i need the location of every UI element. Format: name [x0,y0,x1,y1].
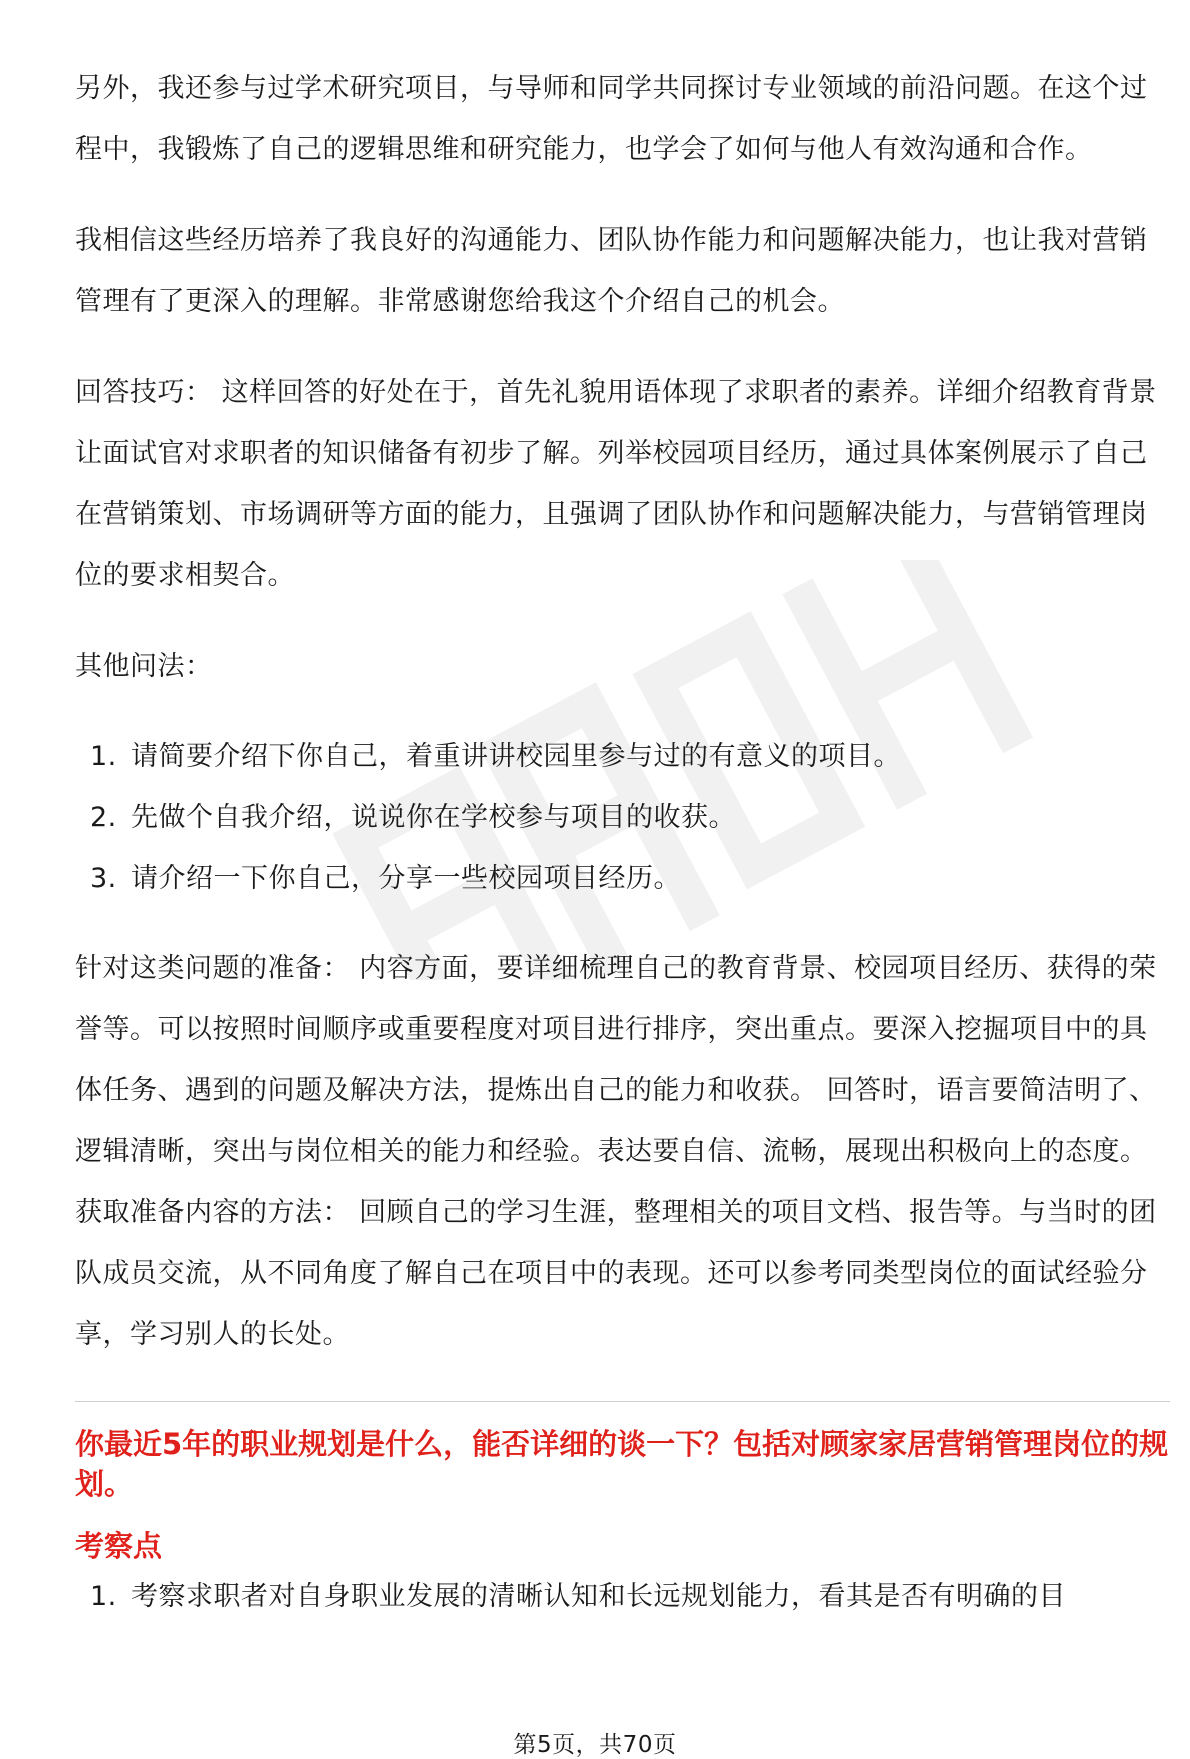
list-item [75,1566,1170,1627]
list-item [75,726,1170,787]
list-number: 1. [90,1581,117,1612]
list-text: 请简要介绍下你自己，着重讲讲校园里参与过的有意义的项目。 [131,741,901,772]
question-heading: 你最近5年的职业规划是什么，能否详细的谈一下？包括对顾家家居营销管理岗位的规划。 [75,1427,1169,1501]
list-item [75,787,1170,848]
points-list [75,1566,1170,1627]
page-footer: 第5页，共70页 [513,1732,677,1758]
list-text: 先做个自我介绍，说说你在学校参与项目的收获。 [131,802,736,833]
paragraph-summary: 我相信这些经历培养了我良好的沟通能力、团队协作能力和问题解决能力，也让我对营销管理有了更深入的理解。非常感谢您给我这个介绍自己的机会。 [75,225,1148,317]
list-number: 1. [90,741,117,772]
section-title: 考察点 [75,1529,163,1563]
paragraph-research: 另外，我还参与过学术研究项目，与导师和同学共同探讨专业领域的前沿问题。在这个过程中，我锻炼了自己的逻辑思维和研究能力，也学会了如何与他人有效沟通和合作。 [75,73,1148,165]
other-questions-heading: 其他问法： [75,651,213,682]
page-content [75,58,1170,1627]
list-number: 3. [90,863,117,894]
divider [75,1401,1170,1402]
list-item [75,848,1170,909]
list-text: 考察求职者对自身职业发展的清晰认知和长远规划能力，看其是否有明确的目 [131,1581,1066,1612]
list-text: 请介绍一下你自己，分享一些校园项目经历。 [131,863,681,894]
other-questions-list [75,726,1170,909]
list-number: 2. [90,802,117,833]
paragraph-answer-tips: 回答技巧： 这样回答的好处在于，首先礼貌用语体现了求职者的素养。详细介绍教育背景让面试官对求职者的知识储备有初步了解。列举校园项目经历，通过具体案例展示了自己在营销策划、市场调研等方面的能力，且强调了团队协作和问题解决能力，与营销管理岗位的要求相契合。 [75,377,1157,591]
paragraph-preparation: 针对这类问题的准备： 内容方面，要详细梳理自己的教育背景、校园项目经历、获得的荣誉等。可以按照时间顺序或重要程度对项目进行排序，突出重点。要深入挖掘项目中的具体任务、遇到的问题及解决方法，提炼出自己的能力和收获。 回答时，语言要简洁明了、逻辑清晰，突出与岗位相关的能力和经验。表达要自信、流畅，展现出积极向上的态度。 获取准备内容的方法： 回顾自己的学习生涯，整理相关的项目文档、报告等。与当时的团队成员交流，从不同角度了解自己在项目中的表现。还可以参考同类型岗位的面试经验分享，学习别人的长处。 [75,953,1157,1350]
